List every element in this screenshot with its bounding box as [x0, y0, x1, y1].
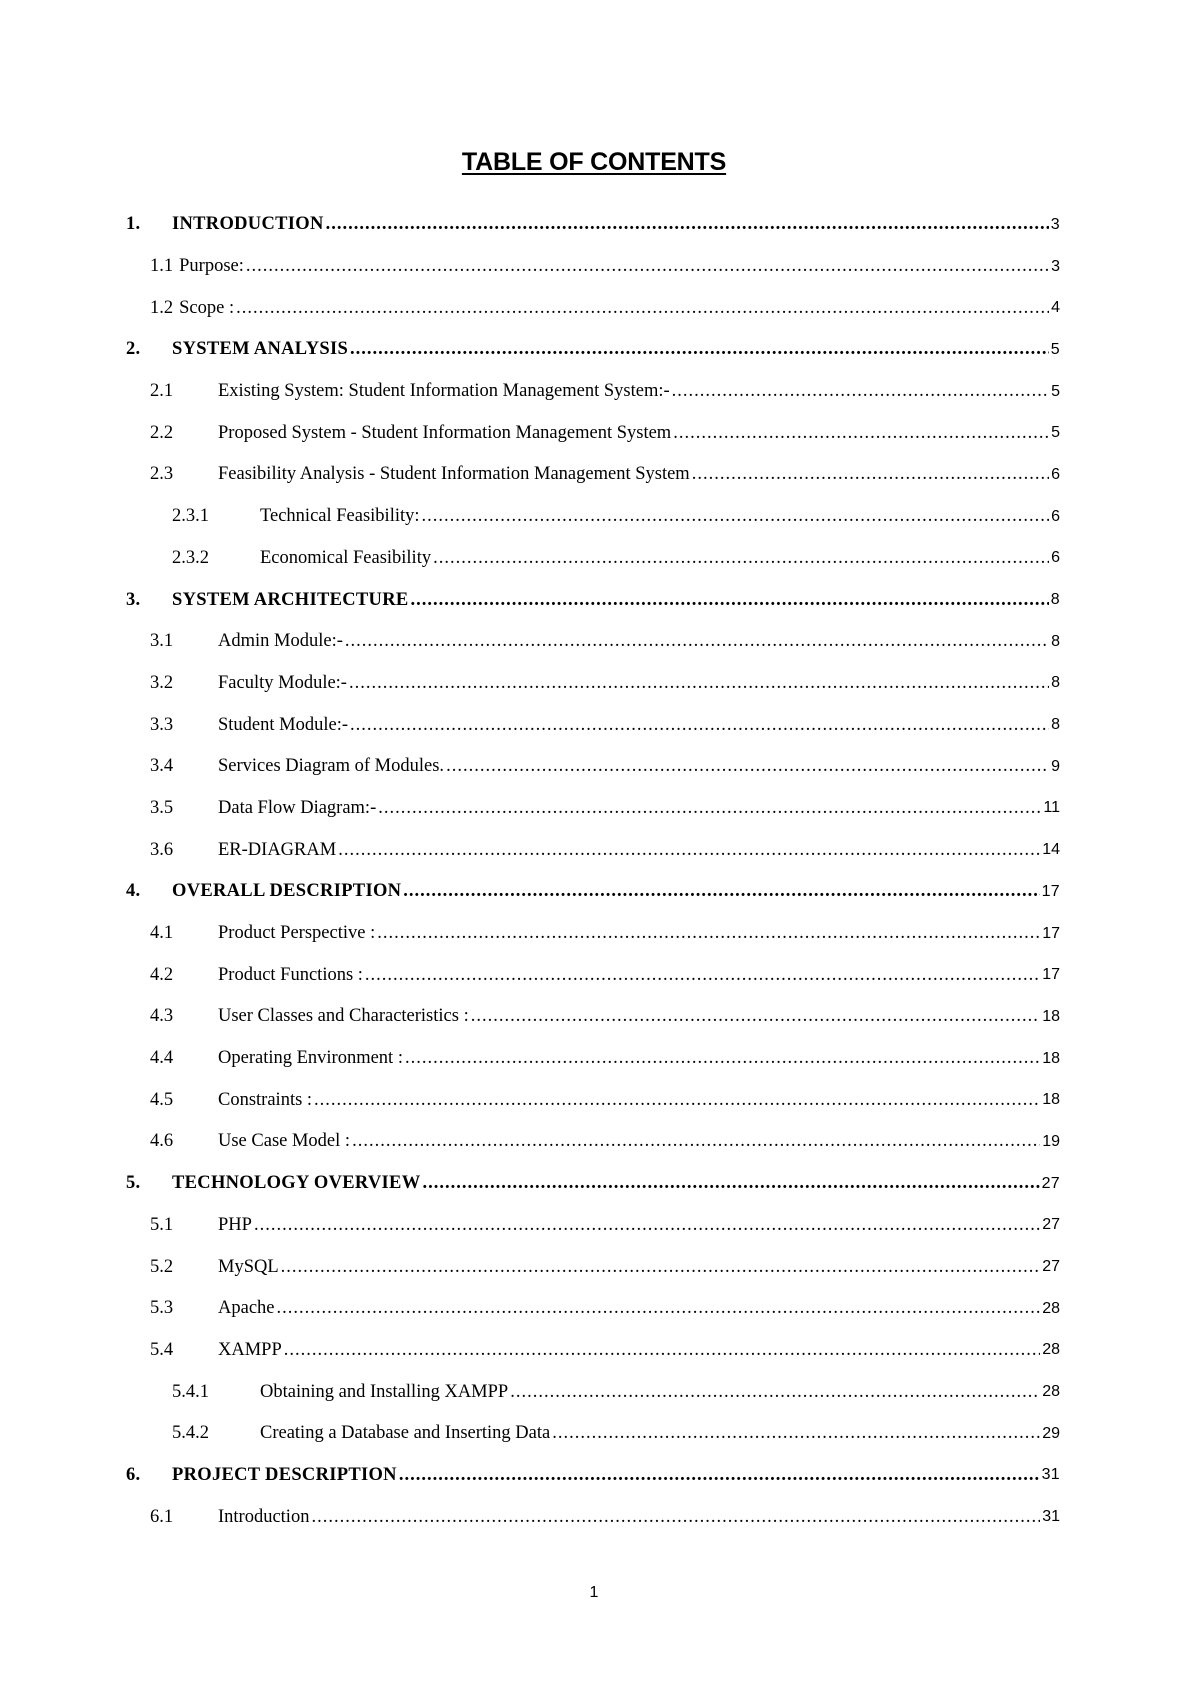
toc-entry-number: 4.6: [150, 1131, 174, 1152]
toc-dot-leader: [433, 548, 1049, 569]
toc-entry[interactable]: [126, 1330, 1060, 1372]
toc-entry-page: 18: [1042, 1007, 1060, 1025]
toc-dot-leader: [246, 256, 1049, 277]
toc-entry-label: SYSTEM ANALYSIS: [172, 339, 349, 360]
toc-entry-label: Admin Module:-: [218, 631, 343, 652]
toc-entry-page: 28: [1042, 1383, 1060, 1401]
toc-entry-number: 2.3: [150, 464, 174, 485]
toc-entry[interactable]: [126, 204, 1060, 246]
toc-entry-label: Faculty Module:-: [218, 672, 347, 693]
toc-entry-number: 5.2: [150, 1256, 174, 1277]
toc-entry-page: 28: [1042, 1299, 1060, 1317]
toc-entry-page: 5: [1050, 340, 1060, 358]
toc-entry-page: 14: [1042, 841, 1060, 859]
toc-entry-page: 17: [1042, 966, 1060, 984]
toc-dot-leader: [314, 1090, 1040, 1111]
toc-entry[interactable]: [126, 954, 1060, 996]
toc-dot-leader: [345, 631, 1049, 652]
toc-entry-number: 1.: [126, 214, 141, 235]
toc-entry[interactable]: [126, 1246, 1060, 1288]
toc-entry-page: 8: [1051, 674, 1060, 692]
toc-entry-label: Existing System: Student Information Management System:-: [218, 381, 670, 402]
toc-entry-number: 1.2: [150, 297, 174, 318]
toc-entry-label: Proposed System - Student Information Management System: [218, 422, 672, 443]
toc-entry-label: Purpose:: [179, 256, 244, 277]
toc-entry-number: 6.: [126, 1464, 141, 1485]
toc-entry[interactable]: [126, 1455, 1060, 1497]
toc-entry-label: Obtaining and Installing XAMPP: [260, 1381, 509, 1402]
toc-entry[interactable]: [126, 663, 1060, 705]
toc-entry-number: 5.3: [150, 1298, 174, 1319]
toc-entry-page: 8: [1051, 632, 1060, 650]
toc-entry[interactable]: [126, 996, 1060, 1038]
toc-entry-number: 2.1: [150, 381, 174, 402]
toc-dot-leader: [673, 423, 1049, 444]
toc-dot-leader: [277, 1298, 1041, 1319]
toc-dot-leader: [284, 1340, 1040, 1361]
toc-entry-page: 3: [1051, 257, 1060, 275]
toc-entry-page: 6: [1051, 549, 1060, 567]
toc-entry[interactable]: [126, 454, 1060, 496]
toc-entry-page: 11: [1043, 799, 1060, 817]
toc-entry-page: 3: [1050, 215, 1060, 233]
toc-entry[interactable]: [126, 246, 1060, 288]
toc-entry-number: 3.5: [150, 797, 174, 818]
toc-entry[interactable]: [126, 329, 1060, 371]
toc-entry-number: 4.1: [150, 923, 174, 944]
toc-entry[interactable]: [126, 1163, 1060, 1205]
toc-entry-page: 19: [1042, 1132, 1060, 1150]
toc-dot-leader: [349, 673, 1049, 694]
toc-dot-leader: [399, 1465, 1040, 1486]
toc-dot-leader: [405, 1048, 1040, 1069]
toc-entry-number: 3.3: [150, 714, 174, 735]
toc-dot-leader: [311, 1507, 1040, 1528]
toc-entry[interactable]: [126, 746, 1060, 788]
toc-entry-number: 4.5: [150, 1089, 174, 1110]
toc-entry-page: 9: [1051, 757, 1060, 775]
toc-entry-label: MySQL: [218, 1256, 279, 1277]
toc-entry-label: Use Case Model :: [218, 1131, 351, 1152]
toc-dot-leader: [338, 840, 1040, 861]
toc-entry[interactable]: [126, 1496, 1060, 1538]
toc-dot-leader: [423, 1173, 1040, 1194]
toc-dot-leader: [692, 464, 1049, 485]
toc-entry-number: 2.2: [150, 422, 174, 443]
page-number: 1: [589, 1584, 599, 1601]
toc-entry-label: Data Flow Diagram:-: [218, 797, 377, 818]
toc-entry-label: OVERALL DESCRIPTION: [172, 881, 402, 902]
toc-entry-page: 17: [1041, 882, 1060, 900]
toc-entry[interactable]: [126, 412, 1060, 454]
toc-entry-label: Scope :: [179, 297, 235, 318]
toc-entry-page: 28: [1042, 1341, 1060, 1359]
toc-entry[interactable]: [126, 1371, 1060, 1413]
toc-dot-leader: [236, 298, 1049, 319]
toc-entry[interactable]: [126, 371, 1060, 413]
toc-entry-label: Introduction: [218, 1506, 310, 1527]
toc-entry-label: Product Perspective :: [218, 923, 376, 944]
toc-entry-label: TECHNOLOGY OVERVIEW: [172, 1173, 421, 1194]
toc-entry-page: 17: [1042, 924, 1060, 942]
toc-entry-label: Feasibility Analysis - Student Information Management System: [218, 464, 690, 485]
toc-entry-number: 6.1: [150, 1506, 174, 1527]
toc-entry[interactable]: [126, 1413, 1060, 1455]
toc-entry[interactable]: [126, 579, 1060, 621]
toc-entry-page: 6: [1051, 507, 1060, 525]
toc-entry-number: 3.: [126, 589, 141, 610]
toc-entry-number: 5.4: [150, 1339, 174, 1360]
toc-entry-page: 5: [1051, 382, 1060, 400]
toc-entry-number: 4.2: [150, 964, 174, 985]
toc-dot-leader: [326, 214, 1049, 235]
toc-entry-number: 4.4: [150, 1048, 174, 1069]
toc-entry-label: User Classes and Characteristics :: [218, 1006, 469, 1027]
toc-dot-leader: [471, 1006, 1040, 1027]
toc-entry[interactable]: [126, 788, 1060, 830]
toc-dot-leader: [403, 881, 1039, 902]
toc-entry-number: 2.3.1: [172, 506, 209, 527]
toc-dot-leader: [281, 1257, 1041, 1278]
toc-entry[interactable]: [126, 1121, 1060, 1163]
toc-entry-label: PHP: [218, 1214, 252, 1235]
toc-entry[interactable]: [126, 871, 1060, 913]
toc-entry-label: ER-DIAGRAM: [218, 839, 337, 860]
toc-entry-page: 27: [1042, 1258, 1060, 1276]
toc-entry-page: 27: [1041, 1174, 1060, 1192]
toc-entry-page: 8: [1051, 716, 1060, 734]
toc-dot-leader: [365, 965, 1040, 986]
toc-dot-leader: [378, 798, 1041, 819]
toc-entry[interactable]: [126, 538, 1060, 580]
toc-entry-page: 6: [1051, 465, 1060, 483]
toc-entry-label: PROJECT DESCRIPTION: [172, 1464, 397, 1485]
toc-entry-number: 3.6: [150, 839, 174, 860]
table-of-contents: [126, 204, 1060, 1538]
toc-entry[interactable]: [126, 287, 1060, 329]
toc-entry-number: 2.: [126, 339, 141, 360]
toc-entry-page: 27: [1042, 1216, 1060, 1234]
toc-entry-label: SYSTEM ARCHITECTURE: [172, 589, 409, 610]
toc-entry-page: 18: [1042, 1091, 1060, 1109]
toc-entry-number: 5.1: [150, 1214, 174, 1235]
toc-entry-number: 4.: [126, 881, 141, 902]
toc-entry-label: Student Module:-: [218, 714, 349, 735]
toc-dot-leader: [350, 715, 1049, 736]
toc-entry-label: INTRODUCTION: [172, 214, 324, 235]
toc-entry-label: Constraints :: [218, 1089, 313, 1110]
toc-entry[interactable]: [126, 1079, 1060, 1121]
toc-entry-label: Creating a Database and Inserting Data: [260, 1423, 551, 1444]
toc-entry-page: 31: [1042, 1508, 1060, 1526]
toc-entry-page: 18: [1042, 1049, 1060, 1067]
toc-entry[interactable]: [126, 496, 1060, 538]
toc-entry-label: Services Diagram of Modules.: [218, 756, 445, 777]
toc-entry-label: Operating Environment :: [218, 1048, 403, 1069]
toc-entry-number: 5.4.1: [172, 1381, 209, 1402]
toc-entry-page: 4: [1051, 299, 1060, 317]
toc-entry[interactable]: [126, 1205, 1060, 1247]
toc-entry[interactable]: [126, 913, 1060, 955]
toc-dot-leader: [254, 1215, 1040, 1236]
toc-entry-number: 3.1: [150, 631, 174, 652]
toc-entry[interactable]: [126, 704, 1060, 746]
toc-entry-number: 1.1: [150, 256, 174, 277]
toc-entry-number: 4.3: [150, 1006, 174, 1027]
toc-entry-label: Economical Feasibility: [260, 547, 432, 568]
toc-dot-leader: [446, 756, 1049, 777]
toc-dot-leader: [672, 381, 1049, 402]
toc-entry-page: 31: [1041, 1466, 1060, 1484]
toc-dot-leader: [510, 1382, 1040, 1403]
toc-entry-page: 5: [1051, 424, 1060, 442]
toc-dot-leader: [377, 923, 1040, 944]
page-title: TABLE OF CONTENTS: [461, 148, 727, 176]
toc-dot-leader: [411, 590, 1049, 611]
toc-entry-number: 5.: [126, 1173, 141, 1194]
toc-entry[interactable]: [126, 1288, 1060, 1330]
toc-entry[interactable]: [126, 1038, 1060, 1080]
toc-entry-number: 3.4: [150, 756, 174, 777]
toc-entry-number: 2.3.2: [172, 547, 209, 568]
toc-dot-leader: [350, 339, 1049, 360]
toc-dot-leader: [352, 1131, 1040, 1152]
toc-entry-label: Apache: [218, 1298, 275, 1319]
toc-entry-number: 5.4.2: [172, 1423, 209, 1444]
toc-entry-label: Product Functions :: [218, 964, 363, 985]
toc-entry-number: 3.2: [150, 672, 174, 693]
toc-entry-page: 29: [1042, 1424, 1060, 1442]
toc-entry-label: Technical Feasibility:: [260, 506, 420, 527]
toc-dot-leader: [552, 1423, 1040, 1444]
toc-entry-page: 8: [1050, 591, 1060, 609]
toc-entry[interactable]: [126, 829, 1060, 871]
toc-entry-label: XAMPP: [218, 1339, 282, 1360]
toc-dot-leader: [422, 506, 1050, 527]
toc-entry[interactable]: [126, 621, 1060, 663]
